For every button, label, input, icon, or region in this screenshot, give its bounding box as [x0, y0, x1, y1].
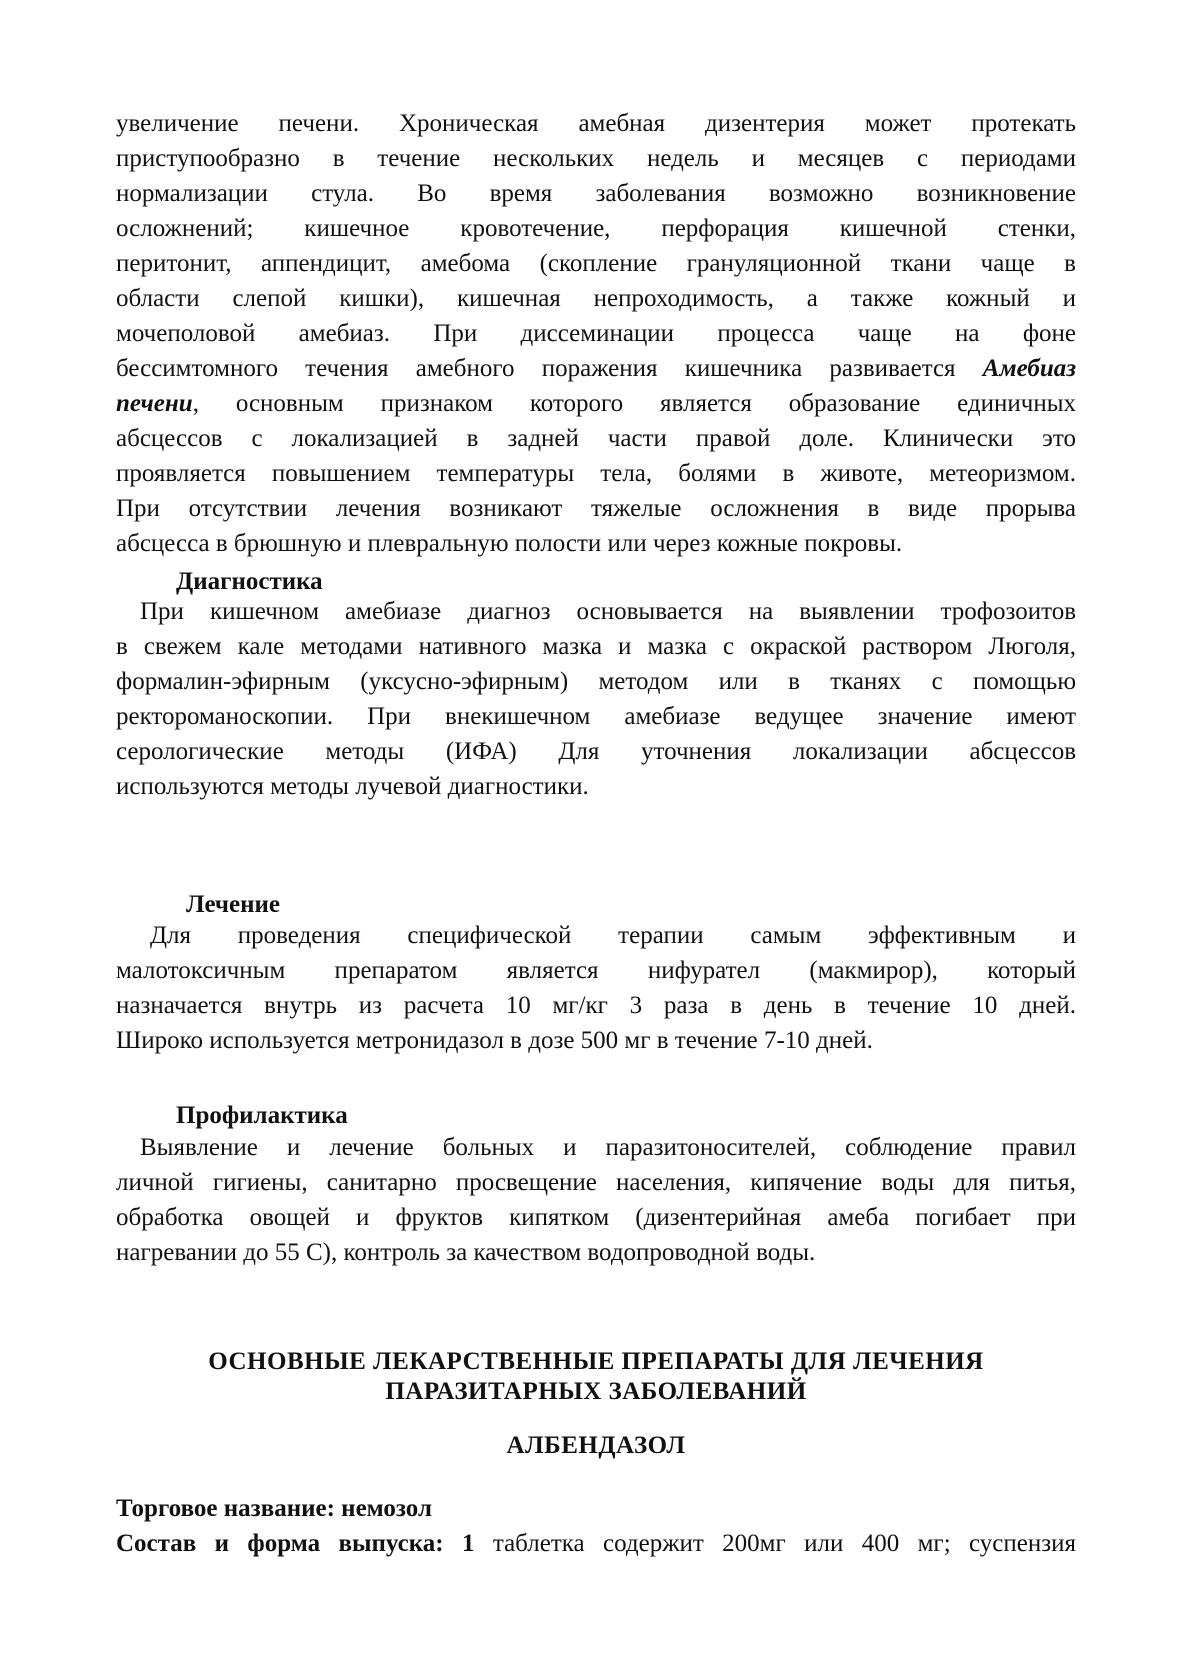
treatment-paragraph: [116, 918, 1076, 1058]
text-line: ректороманоскопии. При внекишечном амебиазе ведущее значение имеют: [116, 703, 1076, 730]
text-line: увеличение печени. Хроническая амебная дизентерия может протекать: [116, 110, 1076, 137]
prevention-paragraph: [116, 1130, 1076, 1270]
text-line: При отсутствии лечения возникают тяжелые осложнения в виде прорыва: [116, 495, 1076, 522]
text-line: области слепой кишки), кишечная непроходимость, а также кожный и: [116, 285, 1076, 312]
text-line: При кишечном амебиазе диагноз основывается на выявлении трофозоитов: [140, 598, 1076, 625]
text-line: мочеполовой амебиаз. При диссеминации процесса чаще на фоне: [116, 320, 1076, 347]
text-line: Для проведения специфической терапии самым эффективным и: [150, 922, 1076, 949]
composition-line: [116, 1526, 1076, 1561]
trade-name-label: Торговое название: немозол: [116, 1495, 432, 1522]
text-line: [116, 386, 1076, 421]
text-line: приступообразно в течение нескольких недель и месяцев с периодами: [116, 145, 1076, 172]
text-line: нагревании до 55 С), контроль за качеством водопроводной воды.: [116, 1239, 816, 1266]
text-line: назначается внутрь из расчета 10 мг/кг 3 раза в день в течение 10 дней.: [116, 992, 1076, 1019]
text-line: нормализации стула. Во время заболевания возможно возникновение: [116, 180, 1076, 207]
text-line: [116, 1526, 1076, 1561]
treatment-heading: Лечение: [186, 891, 281, 918]
text-line: абсцесса в брюшную и плевральную полости или через кожные покровы.: [116, 530, 903, 557]
diagnostics-heading: Диагностика: [176, 568, 323, 595]
text-run: бессимтомного течения амебного поражения кишечника развивается: [116, 355, 956, 382]
text-line: формалин-эфирным (уксусно-эфирным) методом или в тканях с помощью: [116, 668, 1076, 695]
text-line: Выявление и лечение больных и паразитоносителей, соблюдение правил: [140, 1134, 1076, 1161]
section-title: [116, 1347, 1076, 1407]
intro-paragraph: [116, 106, 1076, 561]
section-title-line-2: ПАРАЗИТАРНЫХ ЗАБОЛЕВАНИЙ: [385, 1378, 807, 1405]
text-line: используются методы лучевой диагностики.: [116, 773, 589, 800]
diagnostics-paragraph: [116, 594, 1076, 804]
text-line: в свежем кале методами нативного мазка и мазка с окраской раствором Люголя,: [116, 633, 1076, 660]
term-emphasis: печени: [116, 390, 193, 417]
text-line: перитонит, аппендицит, амебома (скопление грануляционной ткани чаще в: [116, 250, 1076, 277]
text-line: осложнений; кишечное кровотечение, перфорация кишечной стенки,: [116, 215, 1076, 242]
text-line: абсцессов с локализацией в задней части правой доле. Клинически это: [116, 425, 1076, 452]
text-line: [116, 351, 1076, 386]
text-line: обработка овощей и фруктов кипятком (дизентерийная амеба погибает при: [116, 1204, 1076, 1231]
prevention-heading: Профилактика: [176, 1102, 348, 1129]
text-line: серологические методы (ИФА) Для уточнения локализации абсцессов: [116, 738, 1076, 765]
term-emphasis: Амебиаз: [982, 355, 1076, 382]
text-line: малотоксичным препаратом является нифурател (макмирор), который: [116, 957, 1076, 984]
trade-name: [116, 1491, 1076, 1526]
composition-text: таблетка содержит 200мг или 400 мг; суспензия: [492, 1530, 1076, 1557]
text-line: личной гигиены, санитарно просвещение населения, кипячение воды для питья,: [116, 1169, 1076, 1196]
composition-label: Состав и форма выпуска: 1: [116, 1530, 475, 1557]
text-run: , основным признаком которого является образование единичных: [192, 390, 1076, 417]
section-title-line-1: ОСНОВНЫЕ ЛЕКАРСТВЕННЫЕ ПРЕПАРАТЫ ДЛЯ ЛЕЧЕНИЯ: [208, 1348, 984, 1375]
drug-title: АЛБЕНДАЗОЛ: [506, 1432, 686, 1459]
text-line: Широко используется метронидазол в дозе 500 мг в течение 7-10 дней.: [116, 1027, 873, 1054]
text-line: проявляется повышением температуры тела, болями в животе, метеоризмом.: [116, 460, 1076, 487]
